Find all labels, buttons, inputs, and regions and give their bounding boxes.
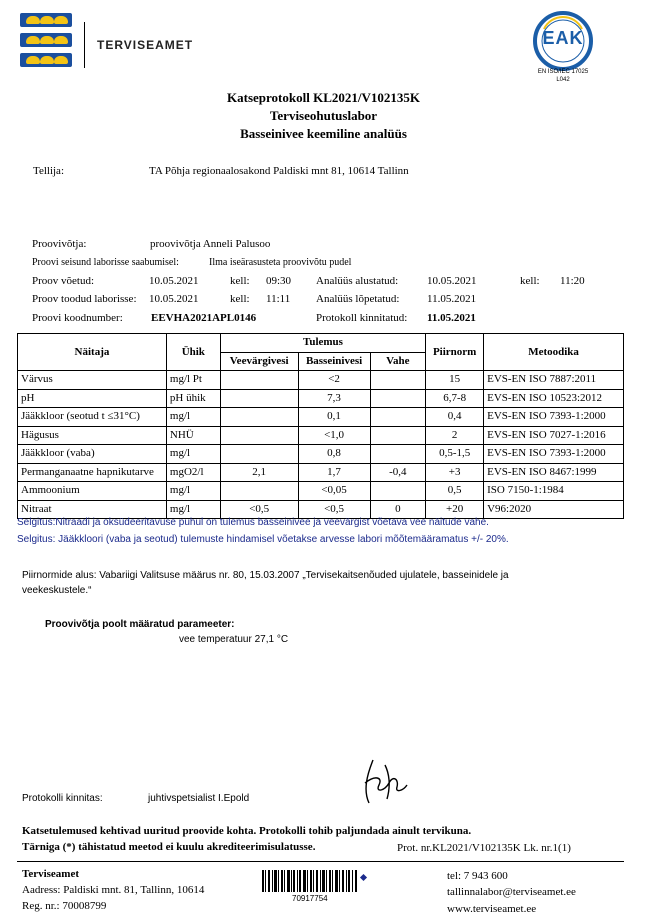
cell-name: Jääkkloor (vaba): [18, 445, 167, 464]
cell-name: Ammoonium: [18, 482, 167, 501]
col-header-norm: Piirnorm: [426, 334, 484, 371]
cell-tap: [220, 408, 298, 427]
footer-tel: tel: 7 943 600: [447, 870, 508, 882]
cell-diff: [370, 482, 426, 501]
taken-date: 10.05.2021: [149, 275, 199, 287]
cell-norm: +20: [426, 500, 484, 519]
coat-of-arms-logo: [20, 13, 72, 73]
table-header-row: [18, 334, 624, 353]
signature-image: [355, 755, 415, 810]
taken-time: 09:30: [266, 275, 292, 287]
note-chlorine: Selgitus: Jääkkloori (vaba ja seotud) tulemuste hindamisel võetakse arvesse labori mõõtemääramatus +/- 20%.: [17, 534, 509, 545]
sampler-params-title: Proovivõtja poolt määratud parameeter:: [45, 619, 235, 630]
confirmed-date: 11.05.2021: [427, 312, 476, 324]
eak-logo-text: EAK: [542, 28, 584, 48]
cell-norm: 6,7-8: [426, 389, 484, 408]
confirmed-label: Protokoll kinnitatud:: [316, 312, 408, 324]
client-label: Tellija:: [33, 165, 64, 177]
analysis-start-date: 10.05.2021: [427, 275, 477, 287]
cell-norm: +3: [426, 463, 484, 482]
cell-method: EVS-EN ISO 7887:2011: [484, 371, 624, 390]
barcode-number: 70917754: [292, 894, 328, 903]
cell-method: ISO 7150-1:1984: [484, 482, 624, 501]
col-header-diff: Vahe: [370, 352, 426, 371]
cell-name: Permanganaatne hapnikutarve: [18, 463, 167, 482]
cell-name: Värvus: [18, 371, 167, 390]
disclaimer-line2: Tärniga (*) tähistatud meetod ei kuulu akrediteerimisulatusse.: [22, 841, 316, 853]
footer-divider: [17, 861, 624, 862]
cell-name: Nitraat: [18, 500, 167, 519]
code-value: EEVHA2021APL0146: [151, 312, 257, 324]
cell-pool: <0,5: [298, 500, 370, 519]
table-row: [18, 426, 624, 445]
cell-diff: [370, 426, 426, 445]
cell-unit: mg/l: [166, 500, 220, 519]
brought-kell-label: kell:: [230, 293, 250, 305]
table-row: [18, 463, 624, 482]
table-row: [18, 445, 624, 464]
eak-standard: EN ISO/IEC 17025: [537, 69, 589, 75]
cell-unit: mgO2/l: [166, 463, 220, 482]
cell-pool: 0,8: [298, 445, 370, 464]
eak-accreditation-logo: [517, 9, 609, 89]
cell-diff: -0,4: [370, 463, 426, 482]
cell-pool: <1,0: [298, 426, 370, 445]
cell-pool: <0,05: [298, 482, 370, 501]
eak-number: L042: [556, 77, 570, 83]
cell-tap: [220, 371, 298, 390]
protocol-ref: Prot. nr.KL2021/V102135K Lk. nr.1(1): [397, 842, 571, 854]
cell-method: EVS-EN ISO 10523:2012: [484, 389, 624, 408]
code-label: Proovi koodnumber:: [32, 312, 123, 324]
cell-unit: NHÜ: [166, 426, 220, 445]
cell-tap: [220, 426, 298, 445]
cell-pool: <2: [298, 371, 370, 390]
logo-divider: [84, 22, 85, 68]
cell-method: EVS-EN ISO 8467:1999: [484, 463, 624, 482]
cell-norm: 0,5-1,5: [426, 445, 484, 464]
limits-line2: veekeskustele.“: [22, 585, 92, 596]
cell-method: EVS-EN ISO 7393-1:2000: [484, 408, 624, 427]
brought-date: 10.05.2021: [149, 293, 199, 305]
analysis-start-kell-label: kell:: [520, 275, 540, 287]
col-header-result: Tulemus: [220, 334, 425, 353]
cell-tap: [220, 482, 298, 501]
cell-diff: 0: [370, 500, 426, 519]
cell-tap: [220, 389, 298, 408]
taken-kell-label: kell:: [230, 275, 250, 287]
cell-pool: 1,7: [298, 463, 370, 482]
org-name: TERVISEAMET: [97, 38, 194, 52]
cell-diff: [370, 389, 426, 408]
cell-diff: [370, 445, 426, 464]
cell-pool: 0,1: [298, 408, 370, 427]
cell-method: EVS-EN ISO 7393-1:2000: [484, 445, 624, 464]
note-nitrate: Selgitus:Nitraadi ja oksüdeeritavuse puhul on tulemus basseinivee ja veevärgist võetava vee näitude vahe.: [17, 517, 489, 528]
sampler-label: Proovivõtja:: [32, 238, 87, 250]
cell-tap: <0,5: [220, 500, 298, 519]
barcode-icon: [262, 870, 362, 895]
analysis-start-time: 11:20: [560, 275, 585, 287]
table-row: [18, 500, 624, 519]
col-header-tap: Veevärgivesi: [220, 352, 298, 371]
condition-value: Ilma iseärasusteta proovivõtu pudel: [209, 257, 352, 268]
cell-diff: [370, 371, 426, 390]
col-header-unit: Ühik: [166, 334, 220, 371]
cell-unit: mg/l: [166, 408, 220, 427]
cell-unit: mg/l Pt: [166, 371, 220, 390]
footer-reg: Reg. nr.: 70008799: [22, 900, 107, 912]
cell-unit: mg/l: [166, 445, 220, 464]
table-row: [18, 371, 624, 390]
protocol-title: Katseprotokoll KL2021/V102135K: [227, 90, 420, 105]
limits-line1: Piirnormide alus: Vabariigi Valitsuse määrus nr. 80, 15.03.2007 „Tervisekaitsenõuded ujulatele, basseinidele ja: [22, 570, 509, 581]
table-row: [18, 408, 624, 427]
analysis-title: Basseinivee keemiline analüüs: [240, 126, 407, 141]
cell-unit: mg/l: [166, 482, 220, 501]
client-value: TA Põhja regionaalosakond Paldiski mnt 81, 10614 Tallinn: [149, 165, 409, 177]
approval-label: Protokolli kinnitas:: [22, 793, 103, 804]
approval-value: juhtivspetsialist I.Epold: [148, 793, 250, 804]
condition-label: Proovi seisund laborisse saabumisel:: [32, 257, 179, 268]
footer-web[interactable]: www.terviseamet.ee: [447, 903, 537, 915]
col-header-indicator: Näitaja: [18, 334, 167, 371]
taken-label: Proov võetud:: [32, 275, 95, 287]
brought-label: Proov toodud laborisse:: [32, 293, 137, 305]
cell-tap: [220, 445, 298, 464]
cell-pool: 7,3: [298, 389, 370, 408]
sampler-params-value: vee temperatuur 27,1 °C: [179, 634, 289, 645]
cell-method: V96:2020: [484, 500, 624, 519]
cell-method: EVS-EN ISO 7027-1:2016: [484, 426, 624, 445]
cell-tap: 2,1: [220, 463, 298, 482]
cell-diff: [370, 408, 426, 427]
sampler-value: proovivõtja Anneli Palusoo: [150, 238, 271, 250]
footer-org: Terviseamet: [22, 868, 80, 880]
results-table: [17, 333, 624, 519]
cell-norm: 0,4: [426, 408, 484, 427]
table-row: [18, 389, 624, 408]
table-row: [18, 482, 624, 501]
footer-address: Aadress: Paldiski mnt. 81, Tallinn, 10614: [22, 884, 205, 896]
cell-name: pH: [18, 389, 167, 408]
col-header-pool: Basseinivesi: [298, 352, 370, 371]
cell-name: Jääkkloor (seotud t ≤31°C): [18, 408, 167, 427]
cell-name: Hägusus: [18, 426, 167, 445]
cell-norm: 15: [426, 371, 484, 390]
cell-norm: 0,5: [426, 482, 484, 501]
cell-unit: pH ühik: [166, 389, 220, 408]
col-header-method: Metoodika: [484, 334, 624, 371]
analysis-end-date: 11.05.2021: [427, 293, 477, 305]
disclaimer-line1: Katsetulemused kehtivad uuritud proovide kohta. Protokolli tohib paljundada ainult tervikuna.: [22, 825, 472, 837]
cell-norm: 2: [426, 426, 484, 445]
brought-time: 11:11: [266, 293, 291, 305]
lab-name: Terviseohutuslabor: [269, 108, 378, 123]
analysis-end-label: Analüüs lõpetatud:: [316, 293, 400, 305]
analysis-start-label: Analüüs alustatud:: [316, 275, 399, 287]
footer-email[interactable]: tallinnalabor@terviseamet.ee: [447, 886, 576, 898]
